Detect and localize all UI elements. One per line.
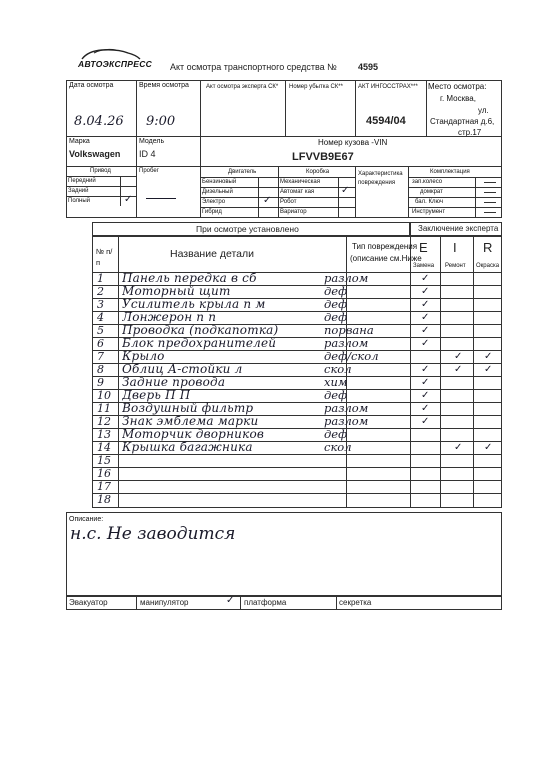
col-name-header: Название детали (170, 248, 254, 260)
place-value-4: стр.17 (458, 128, 482, 137)
row-damage-type: разлом (324, 401, 369, 415)
row-number: 14 (97, 441, 111, 454)
row-check-icon: ✓ (454, 351, 463, 362)
time-label: Время осмотра (139, 82, 189, 89)
row-part-name: Облиц А-стойки л (122, 362, 243, 376)
row-number: 2 (97, 285, 104, 298)
row-damage-type: деф/скол (324, 349, 379, 363)
row-part-name: Задние провода (122, 375, 226, 389)
row-check-icon: ✓ (421, 325, 430, 336)
vehicle-frame (66, 136, 502, 166)
footer-secret: секретка (339, 598, 372, 607)
row-number: 6 (97, 337, 104, 350)
row-number: 9 (97, 376, 104, 389)
kit-label: Комплектация (430, 169, 470, 175)
row-damage-type: порвана (324, 323, 374, 337)
row-damage-type: деф (324, 427, 348, 441)
row-damage-type: хим (324, 375, 348, 389)
row-part-name: Моторчик дворников (122, 427, 265, 441)
footer-manip-check: ✓ (226, 595, 235, 606)
row-part-name: Знак эмблема марки (122, 414, 259, 428)
engine-hybrid: Гибрид (202, 209, 222, 215)
row-number: 12 (97, 415, 111, 428)
engine-electric: Электро (202, 199, 226, 205)
brand-label: Марка (69, 138, 90, 145)
row-check-icon: ✓ (421, 416, 430, 427)
kit-tools: Инструмент (412, 209, 446, 215)
row-check-icon: ✓ (484, 351, 493, 362)
place-label: Место осмотра: (428, 82, 487, 91)
row-damage-type: разлом (324, 271, 369, 285)
expert-act-label: Акт осмотра эксперта СК* (206, 84, 279, 90)
place-value-3: Стандартная д.6, (430, 117, 495, 126)
row-check-icon: ✓ (454, 364, 463, 375)
logo (78, 47, 153, 73)
row-damage-type: скол (324, 440, 352, 454)
row-check-icon: ✓ (421, 338, 430, 349)
col-i-sub: Ремонт (445, 263, 466, 269)
drive-front: Передний (68, 178, 96, 184)
row-check-icon: ✓ (421, 312, 430, 323)
engine-electric-check: ✓ (263, 195, 272, 206)
row-number: 10 (97, 389, 111, 402)
col-type-header-2: (описание см.Ниже (350, 254, 422, 263)
row-part-name: Моторный щит (122, 284, 231, 298)
row-check-icon: ✓ (421, 273, 430, 284)
row-part-name: Усилитель крыла п м (122, 297, 266, 311)
row-damage-type: скол (324, 362, 352, 376)
ingos-act-value: 4594/04 (366, 115, 406, 127)
brand-value: Volkswagen (69, 149, 121, 159)
loss-number-label: Номер убытка СК** (289, 84, 343, 90)
row-damage-type: деф (324, 284, 348, 298)
row-check-icon: ✓ (484, 364, 493, 375)
kit-wrench: бал. Ключ (415, 199, 443, 205)
col-i-header: I (453, 240, 457, 255)
gearbox-robot: Робот (280, 199, 297, 205)
drive-rear: Задний (68, 188, 89, 194)
conclusion-label: Заключение эксперта (418, 224, 499, 233)
vin-label: Номер кузова -VIN (318, 138, 388, 147)
place-value-2: ул. (478, 106, 489, 115)
row-part-name: Проводка (подкапотка) (122, 323, 279, 337)
row-check-icon: ✓ (421, 403, 430, 414)
kit-jack: домкрат (420, 189, 443, 195)
row-damage-type: деф (324, 310, 348, 324)
row-number: 5 (97, 324, 104, 337)
kit-spare: зап.колесо (412, 179, 443, 185)
row-check-icon: ✓ (421, 377, 430, 388)
installed-label: При осмотре установлено (196, 224, 299, 234)
row-number: 3 (97, 298, 104, 311)
row-check-icon: ✓ (421, 390, 430, 401)
act-number: 4595 (358, 62, 379, 72)
footer-evac: Эвакуатор (69, 598, 108, 607)
row-check-icon: ✓ (454, 442, 463, 453)
ingos-act-label: АКТ ИНГОССТРАХ*** (358, 84, 418, 90)
date-value: 8.04.26 (74, 114, 124, 129)
logo-text: АВТОЭКСПРЕСС (78, 59, 153, 69)
col-type-header-1: Тип повреждения (352, 242, 418, 251)
row-part-name: Блок предохранителей (122, 336, 277, 350)
row-part-name: Лонжерон п п (122, 310, 217, 324)
gearbox-label: Коробка (306, 169, 330, 175)
gearbox-auto-check: ✓ (341, 185, 350, 196)
row-number: 8 (97, 363, 104, 376)
row-number: 11 (97, 402, 111, 415)
date-label: Дата осмотра (69, 82, 114, 89)
row-number: 16 (97, 467, 111, 480)
footer-manip: манипулятор (140, 598, 189, 607)
row-damage-type: деф (324, 297, 348, 311)
mileage-label: Пробег (139, 168, 159, 174)
footer-platform: платформа (244, 598, 287, 607)
row-number: 7 (97, 350, 104, 363)
vin-value: LFVVB9E67 (292, 151, 354, 163)
time-value: 9:00 (146, 114, 176, 129)
mileage-dash (146, 198, 176, 199)
row-number: 1 (97, 272, 104, 285)
col-e-header: E (419, 240, 428, 255)
row-part-name: Воздушный фильтр (122, 401, 254, 415)
row-damage-type: разлом (324, 414, 369, 428)
row-number: 15 (97, 454, 111, 467)
row-damage-type: деф (324, 388, 348, 402)
engine-diesel: Дизельный (202, 189, 233, 195)
row-part-name: Панель передка в сб (122, 271, 257, 285)
row-number: 13 (97, 428, 111, 441)
row-part-name: Крыло (122, 349, 165, 363)
row-number: 18 (97, 493, 111, 506)
drive-full: Полный (68, 198, 90, 204)
row-part-name: Крышка багажника (122, 440, 253, 454)
model-label: Модель (139, 138, 165, 145)
col-num-header: № п/п (96, 247, 113, 267)
row-number: 17 (97, 480, 111, 493)
row-check-icon: ✓ (421, 299, 430, 310)
row-damage-type: разлом (324, 336, 369, 350)
engine-petrol: Бензиновый (202, 179, 237, 185)
drive-label: Привод (90, 168, 111, 174)
row-check-icon: ✓ (421, 364, 430, 375)
col-r-header: R (483, 240, 493, 255)
gearbox-manual: Механическая (280, 179, 321, 185)
row-part-name: Дверь П П (122, 388, 191, 402)
engine-label: Двигатель (228, 169, 257, 175)
place-value-1: г. Москва, (440, 94, 476, 103)
description-label: Описание: (69, 516, 104, 523)
row-check-icon: ✓ (421, 286, 430, 297)
gearbox-auto: Автомат кая (280, 189, 315, 195)
model-value: ID 4 (139, 149, 156, 159)
col-e-sub: Замена (413, 263, 435, 269)
drive-full-check: ✓ (124, 194, 133, 205)
row-number: 4 (97, 311, 104, 324)
description-value: н.с. Не заводится (70, 524, 236, 544)
page-title: Акт осмотра транспортного средства № (170, 62, 337, 72)
damage-char-label: Характеристика повреждения (358, 171, 403, 186)
gearbox-cvt: Вариатор (280, 209, 307, 215)
col-r-sub: Окраска (476, 263, 500, 269)
row-check-icon: ✓ (484, 442, 493, 453)
